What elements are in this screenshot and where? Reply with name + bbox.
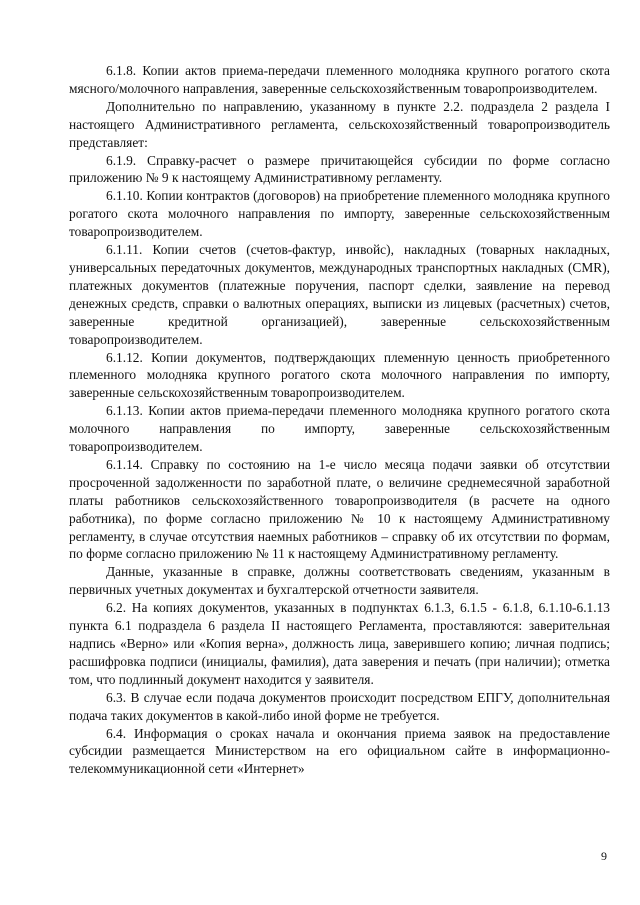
paragraph-6-2: 6.2. На копиях документов, указанных в подпунктах 6.1.3, 6.1.5 - 6.1.8, 6.1.10-6.1.13 пункта 6.1 подраздела 6 раздела II настоящего Регламента, проставляются: заверительная надпись «Верно» или «Копия верна», должность лица, заверившего копию; личная подпись; расшифровка подписи (инициалы, фамилия), дата заверения и печать (при наличии); отметка том, что подлинный документ находится у заявителя. — [69, 600, 610, 687]
paragraph-6-1-9: 6.1.9. Справку-расчет о размере причитающейся субсидии по форме согласно приложению № 9 к настоящему Административному регламенту. — [69, 152, 610, 186]
paragraph-6-1-14: 6.1.14. Справку по состоянию на 1-е число месяца подачи заявки об отсутствии просроченной задолженности по заработной плате, о величине среднемесячной заработной платы работников сельскохозяйственного товаропроизводителя (в расчете на одного работника), по форме согласно приложению № 10 к настоящему Административному регламенту, в случае отсутствия наемных работников – справку об их отсутствии по формам, по форме согласно приложению № 11 к настоящему Административному регламенту. — [69, 456, 610, 562]
paragraph-6-1-13: 6.1.13. Копии актов приема-передачи племенного молодняка крупного рогатого скота молочного направления по импорту, заверенные сельскохозяйственным товаропроизводителем. — [69, 403, 610, 455]
page-number: 9 — [601, 849, 607, 863]
paragraph-6-1-12: 6.1.12. Копии документов, подтверждающих племенную ценность приобретенного племенного молодняка крупного рогатого скота молочного направления по импорту, заверенные сельскохозяйственным товаропроизводителем. — [69, 349, 610, 401]
paragraph-6-1-10: 6.1.10. Копии контрактов (договоров) на приобретение племенного молодняка крупного рогатого скота молочного направления по импорту, заверенные сельскохозяйственным товаропроизводителем. — [69, 188, 610, 240]
document-page — [69, 62, 610, 778]
paragraph-additional-direction: Дополнительно по направлению, указанному в пункте 2.2. подраздела 2 раздела I настоящего Административного регламента, сельскохозяйственный товаропроизводитель представляет: — [69, 98, 610, 150]
paragraph-6-3: 6.3. В случае если подача документов происходит посредством ЕПГУ, дополнительная подача таких документов в какой-либо иной форме не требуется. — [69, 689, 610, 723]
paragraph-6-1-8: 6.1.8. Копии актов приема-передачи племенного молодняка крупного рогатого скота мясного/молочного направления, заверенные сельскохозяйственным товаропроизводителем. — [69, 63, 610, 96]
paragraph-6-1-11: 6.1.11. Копии счетов (счетов-фактур, инвойс), накладных (товарных накладных, универсальных передаточных документов, международных транспортных накладных (CMR), платежных документов (платежные поручения, паспорт сделки, заявление на перевод денежных средств, справки о валютных операциях, выписки из лицевых (расчетных) счетов, заверенные кредитной организацией), заверенные сельскохозяйственным товаропроизводителем. — [69, 242, 610, 347]
paragraph-data-note: Данные, указанные в справке, должны соответствовать сведениям, указанным в первичных учетных документах и бухгалтерской отчетности заявителя. — [69, 564, 610, 598]
paragraph-6-4: 6.4. Информация о сроках начала и окончания приема заявок на предоставление субсидии размещается Министерством на его официальном сайте в информационно-телекоммуникационной сети «Интернет» — [69, 725, 610, 777]
